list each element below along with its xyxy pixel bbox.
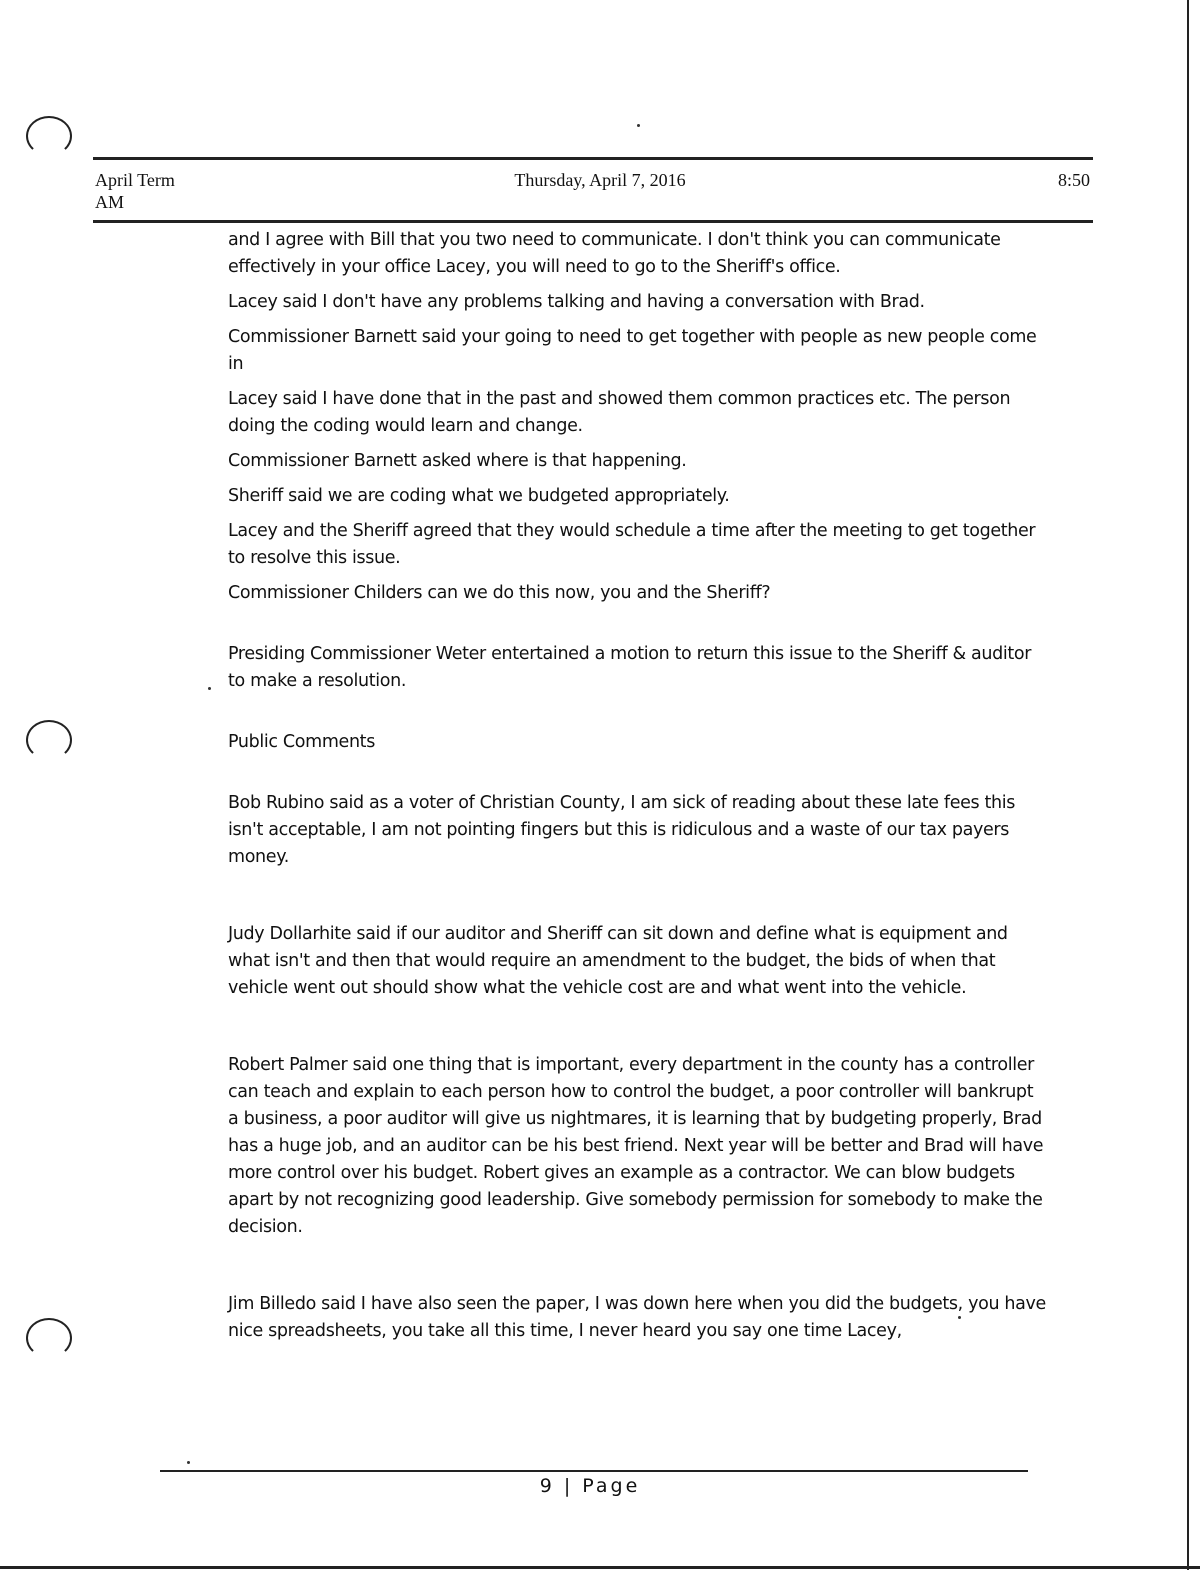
paragraph: Commissioner Childers can we do this now, you and the Sheriff? <box>228 583 771 603</box>
paragraph: Judy Dollarhite said if our auditor and Sheriff can sit down and define what is equipment and what isn't and then that would require an amendment to the budget, the bids of when that vehicle went out should show what the vehicle cost are and what went into the vehicle. <box>228 924 1008 998</box>
paragraph: Lacey said I have done that in the past and showed them common practices etc. The person doing the coding would learn and change. <box>228 389 1011 436</box>
section-heading: Public Comments <box>228 732 375 752</box>
hole-punch-middle <box>26 720 72 760</box>
paragraph: Sheriff said we are coding what we budgeted appropriately. <box>228 486 730 506</box>
scan-speck <box>208 687 211 690</box>
page-edge-bottom <box>0 1566 1200 1569</box>
paragraph: Robert Palmer said one thing that is important, every department in the county has a controller can teach and explain to each person how to control the budget, a poor controller will bankrupt a business, a poor auditor will give us nightmares, it is learning that by budgeting properly, Brad has a huge job, and an auditor can be his best friend. Next year will be better and Brad will have more control over his budget. Robert gives an example as a contractor. We can blow budgets apart by not recognizing good leadership. Give somebody permission for somebody to make the decision. <box>228 1055 1044 1237</box>
scan-speck <box>637 124 640 127</box>
page-number: 9 | Page <box>539 1475 641 1497</box>
paragraph: Commissioner Barnett asked where is that happening. <box>228 451 687 471</box>
footer-rule <box>160 1470 1028 1472</box>
paragraph: Lacey said I don't have any problems talking and having a conversation with Brad. <box>228 292 925 312</box>
header-time: 8:50 <box>1057 170 1090 190</box>
header-date: Thursday, April 7, 2016 <box>514 170 686 190</box>
paragraph: Jim Billedo said I have also seen the paper, I was down here when you did the budgets, you have nice spreadsheets, you take all this time, I never heard you say one time Lacey, <box>228 1294 1046 1341</box>
page-edge-right <box>1187 0 1189 1570</box>
hole-punch-bottom <box>26 1318 72 1358</box>
scan-speck <box>187 1461 190 1464</box>
minutes-body <box>228 227 1048 1353</box>
paragraph: Presiding Commissioner Weter entertained a motion to return this issue to the Sheriff & auditor to make a resolution. <box>228 644 1032 691</box>
paragraph: Lacey and the Sheriff agreed that they would schedule a time after the meeting to get together to resolve this issue. <box>228 521 1036 568</box>
hole-punch-top <box>26 116 72 156</box>
paragraph: Commissioner Barnett said your going to need to get together with people as new people come in <box>228 327 1037 374</box>
header-term: April Term AM <box>95 170 175 212</box>
paragraph: Bob Rubino said as a voter of Christian County, I am sick of reading about these late fees this isn't acceptable, I am not pointing fingers but this is ridiculous and a waste of our tax payers money. <box>228 793 1016 867</box>
paragraph: and I agree with Bill that you two need to communicate. I don't think you can communicate effectively in your office Lacey, you will need to go to the Sheriff's office. <box>228 230 1001 277</box>
header-rule-top <box>93 157 1093 160</box>
header-rule-bottom <box>93 220 1093 223</box>
